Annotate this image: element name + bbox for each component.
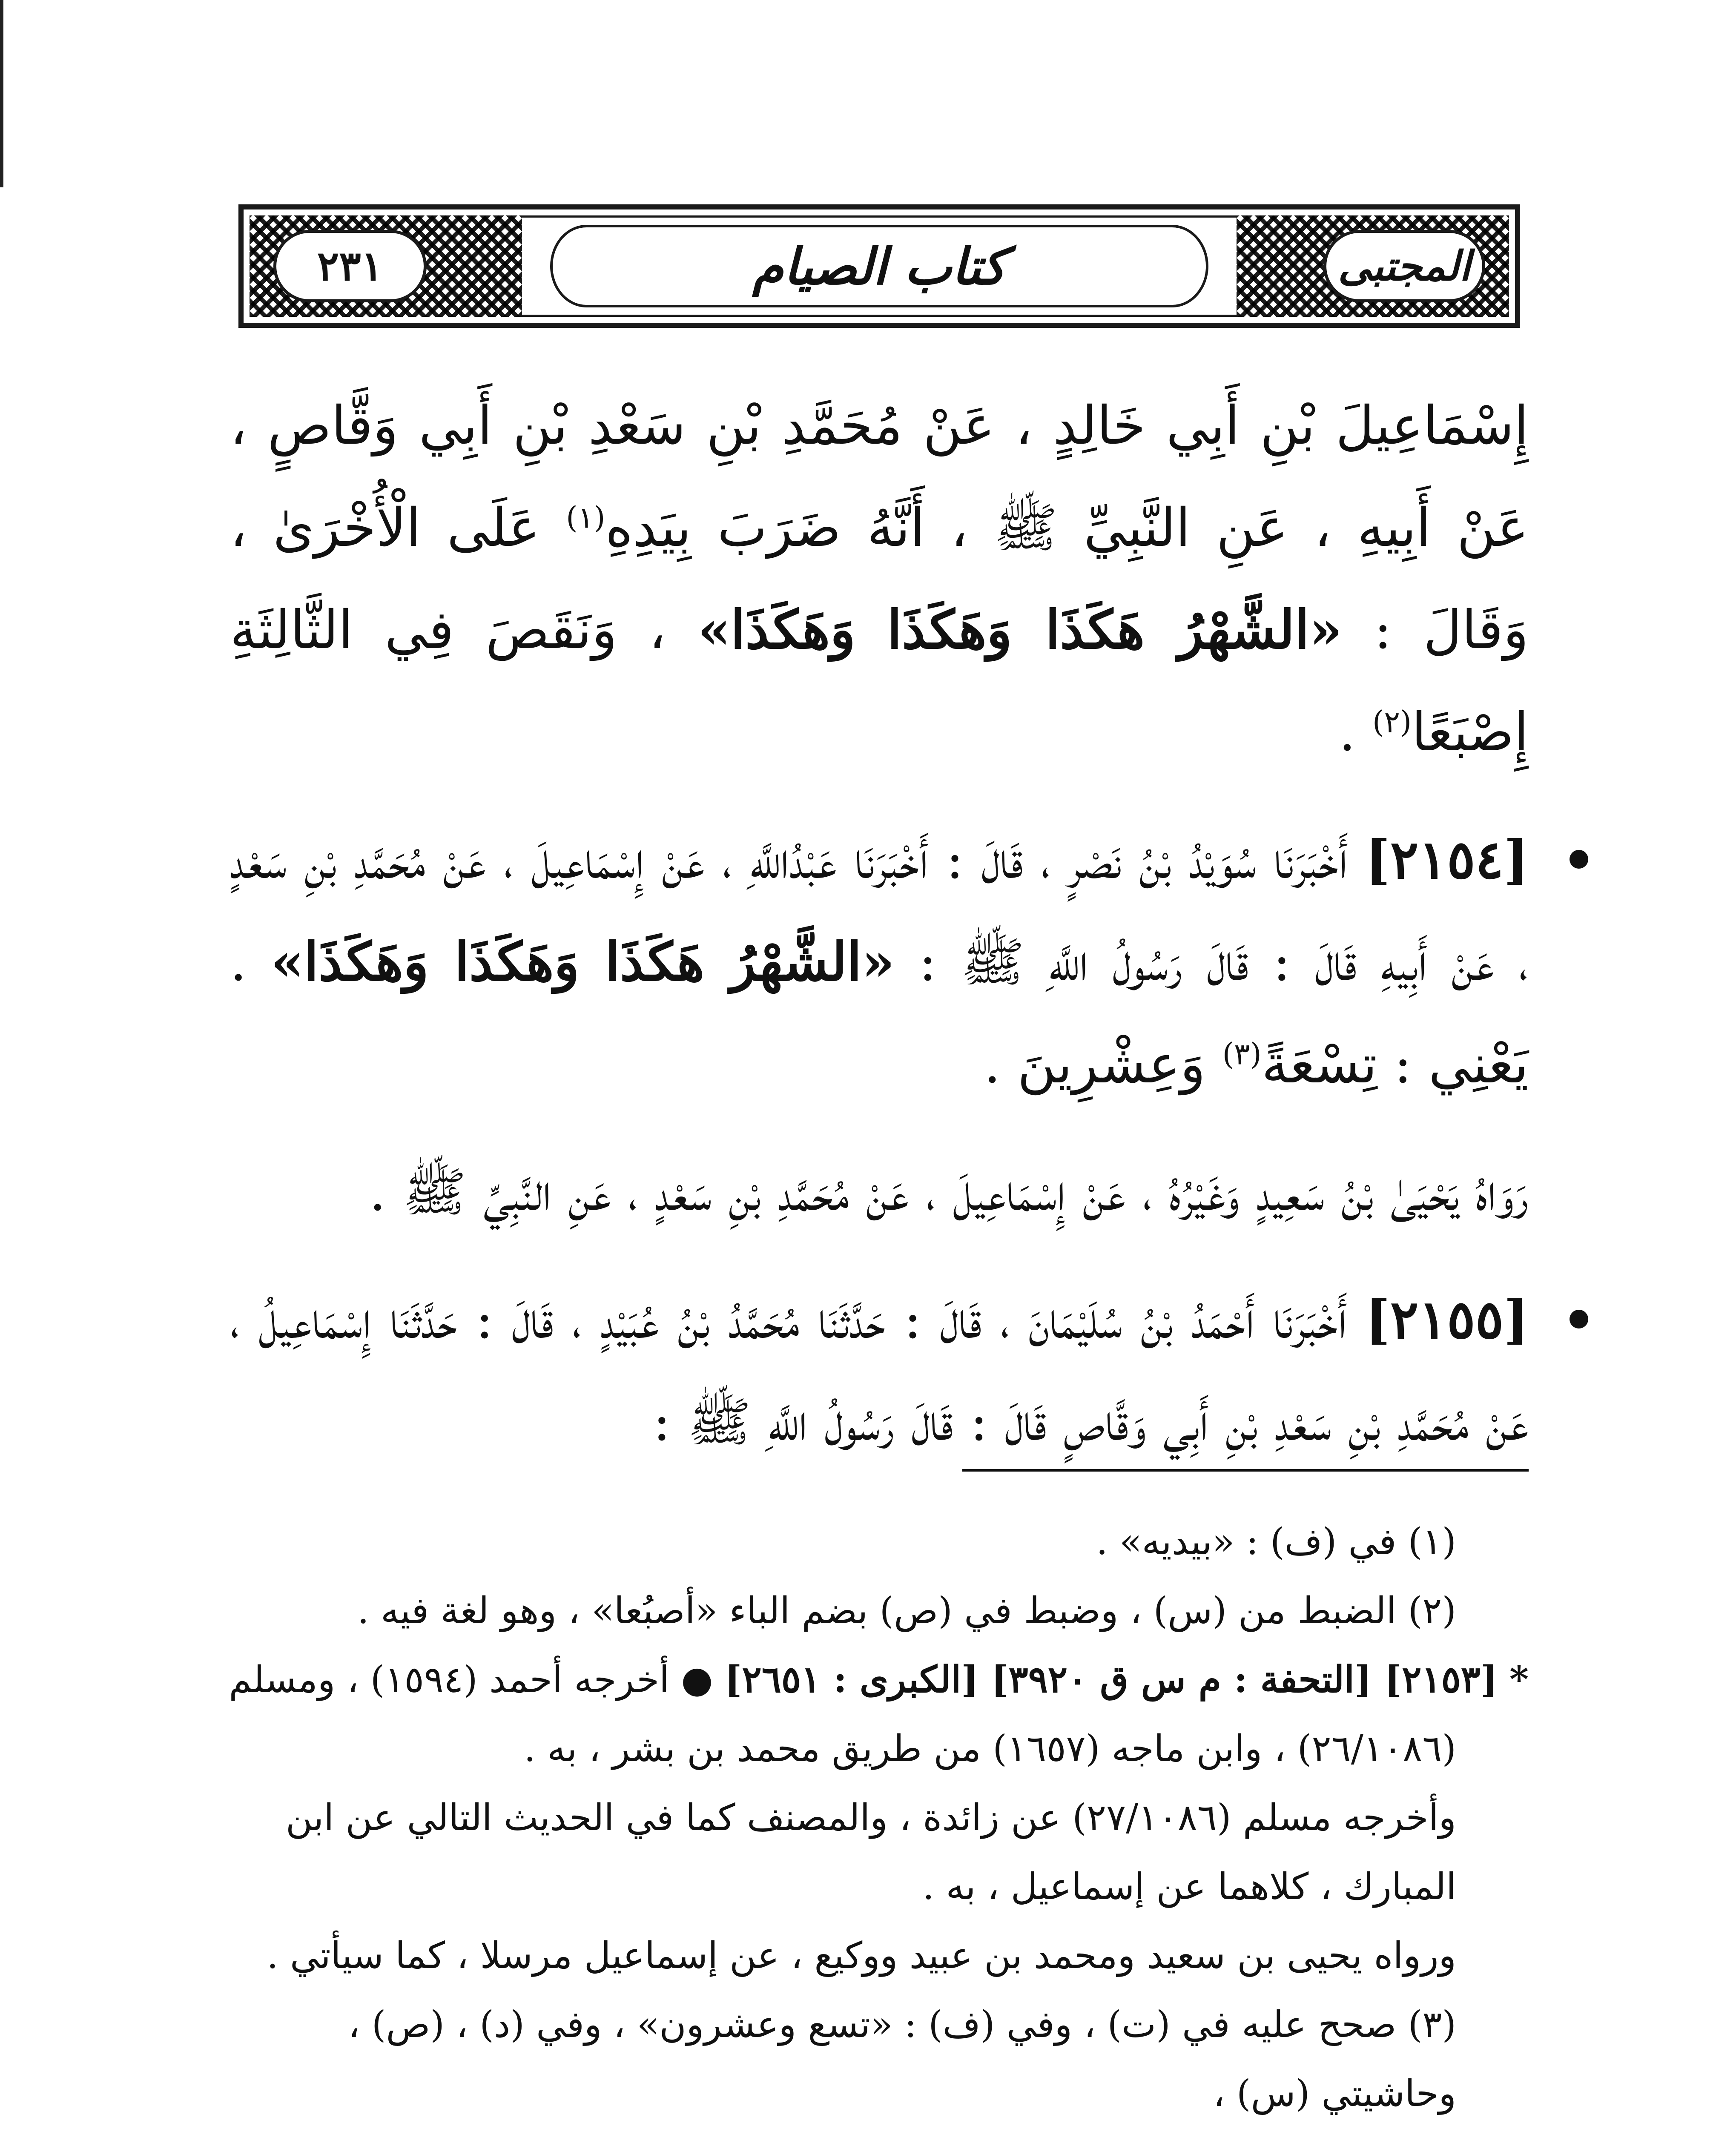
hadith-continuation	[230, 375, 1529, 783]
takhrij-ref: [٢١٥٣] [التحفة : م س ق ٣٩٢٠] [الكبرى : ٢٦٥١]	[724, 1658, 1498, 1701]
footnote-1: (١) في (ف) : «بيديه» .	[1096, 1521, 1456, 1563]
prophet-quote: «الشَّهْرُ هَكَذَا وَهَكَذَا وَهَكَذَا»	[271, 931, 895, 993]
footnotes	[213, 1507, 1529, 2129]
chapter-title-panel	[550, 225, 1208, 307]
text-line: ، وَنَقَصَ فِي الثَّالِثَةِ إِصْبَعًا	[230, 600, 1529, 763]
takhrij-more: وأخرجه مسلم (٢٧/١٠٨٦) عن زائدة ، والمصنف كما في الحديث التالي عن ابن المبارك ، كلاهما عن إسماعيل ، به .	[285, 1796, 1456, 1908]
main-text	[230, 375, 1529, 1473]
prophet-quote-end: وَهَكَذَا»	[697, 599, 856, 661]
riwayah-note: رَوَاهُ يَحْيَىٰ بْنُ سَعِيدٍ وَغَيْرُهُ ، عَنْ إِسْمَاعِيلَ ، عَنْ مُحَمَّدِ بْنِ سَعْدٍ ، عَنِ النَّبِيِّ ﷺ .	[369, 1162, 1529, 1223]
hadith-text: . يَعْنِي : تِسْعَةً	[230, 932, 1529, 1095]
page-number: ٢٣١	[273, 230, 427, 302]
takhrij-more: ورواه يحيى بن سعيد ومحمد بن عبيد ووكيع ، عن إسماعيل مرسلا ، كما سيأتي .	[267, 1934, 1456, 1977]
text-line: إِسْمَاعِيلَ بْنِ أَبِي خَالِدٍ ، عَنْ مُحَمَّدِ بْنِ سَعْدِ بْنِ أَبِي وَقَّاصٍ ، عَنْ أَبِيهِ ، عَنِ	[230, 395, 1529, 559]
scan-edge-line	[0, 0, 3, 187]
footnote-2: (٢) الضبط من (س) ، وضبط في (ص) بضم الباء «أصبُعا» ، وهو لغة فيه .	[357, 1590, 1456, 1632]
hadith-text: وَعِشْرِينَ .	[984, 1034, 1222, 1095]
hadith-2155	[230, 1269, 1529, 1473]
chapter-title: كتاب الصيام	[752, 236, 1006, 296]
prophet-quote: «الشَّهْرُ هَكَذَا وَهَكَذَا	[887, 599, 1343, 661]
footnote-3: (٣) صحح عليه في (ت) ، وفي (ف) : «تسع وعشرون» ، وفي (د) ، (ص) ، وحاشيتي (س) ،	[348, 2003, 1456, 2115]
asterisk-icon: *	[1509, 1658, 1529, 1701]
footnote-ref-1[interactable]: (١)	[566, 500, 605, 535]
takhrij-cont: (٢٦/١٠٨٦) ، وابن ماجه (١٦٥٧) من طريق محمد بن بشر ، به .	[524, 1727, 1456, 1770]
hadith-text: أَخْبَرَنَا سُوَيْدُ بْنُ نَصْرٍ ، قَالَ : أَخْبَرَنَا عَبْدُاللَّهِ ، عَنْ إِسْمَاعِيلَ ، عَنْ مُحَمَّدِ بْنِ سَعْدٍ ، عَنْ أَبِيهِ قَالَ : قَالَ رَسُولُ اللَّهِ ﷺ :	[230, 829, 1529, 993]
page-header-ornament	[238, 204, 1520, 328]
footnote-ref-3[interactable]: (٣)	[1222, 1036, 1262, 1072]
hadith-2154	[230, 809, 1529, 1116]
text-line: عَلَى الْأُخْرَىٰ ، وَقَالَ :	[230, 497, 1529, 661]
footnote-divider	[962, 1469, 1529, 1472]
takhrij-2153	[213, 1645, 1529, 1714]
hadith-text: أَخْبَرَنَا أَحْمَدُ بْنُ سُلَيْمَانَ ، قَالَ : حَدَّثَنَا مُحَمَّدُ بْنُ عُبَيْدٍ ، قَالَ : حَدَّثَنَا إِسْمَاعِيلُ ، عَنْ مُحَمَّدِ بْنِ سَعْدِ بْنِ أَبِي وَقَّاصٍ قَالَ : قَالَ رَسُولُ اللَّهِ ﷺ :	[230, 1289, 1529, 1453]
bullet-dot-icon	[1570, 850, 1588, 869]
bullet-dot-icon: ●	[681, 1658, 713, 1701]
text-line: .	[1339, 702, 1372, 763]
book-logo: المجتبى	[1323, 230, 1485, 302]
bullet-dot-icon	[1570, 1310, 1588, 1328]
hadith-number: [٢١٥٥]	[1365, 1289, 1529, 1351]
takhrij-text: أخرجه أحمد (١٥٩٤) ، ومسلم	[229, 1658, 670, 1701]
hadith-number: [٢١٥٤]	[1365, 829, 1529, 891]
footnote-ref-2[interactable]: (٢)	[1372, 704, 1412, 740]
text-line: النَّبِيِّ ﷺ ، أَنَّهُ ضَرَبَ بِيَدِهِ	[605, 497, 1191, 559]
